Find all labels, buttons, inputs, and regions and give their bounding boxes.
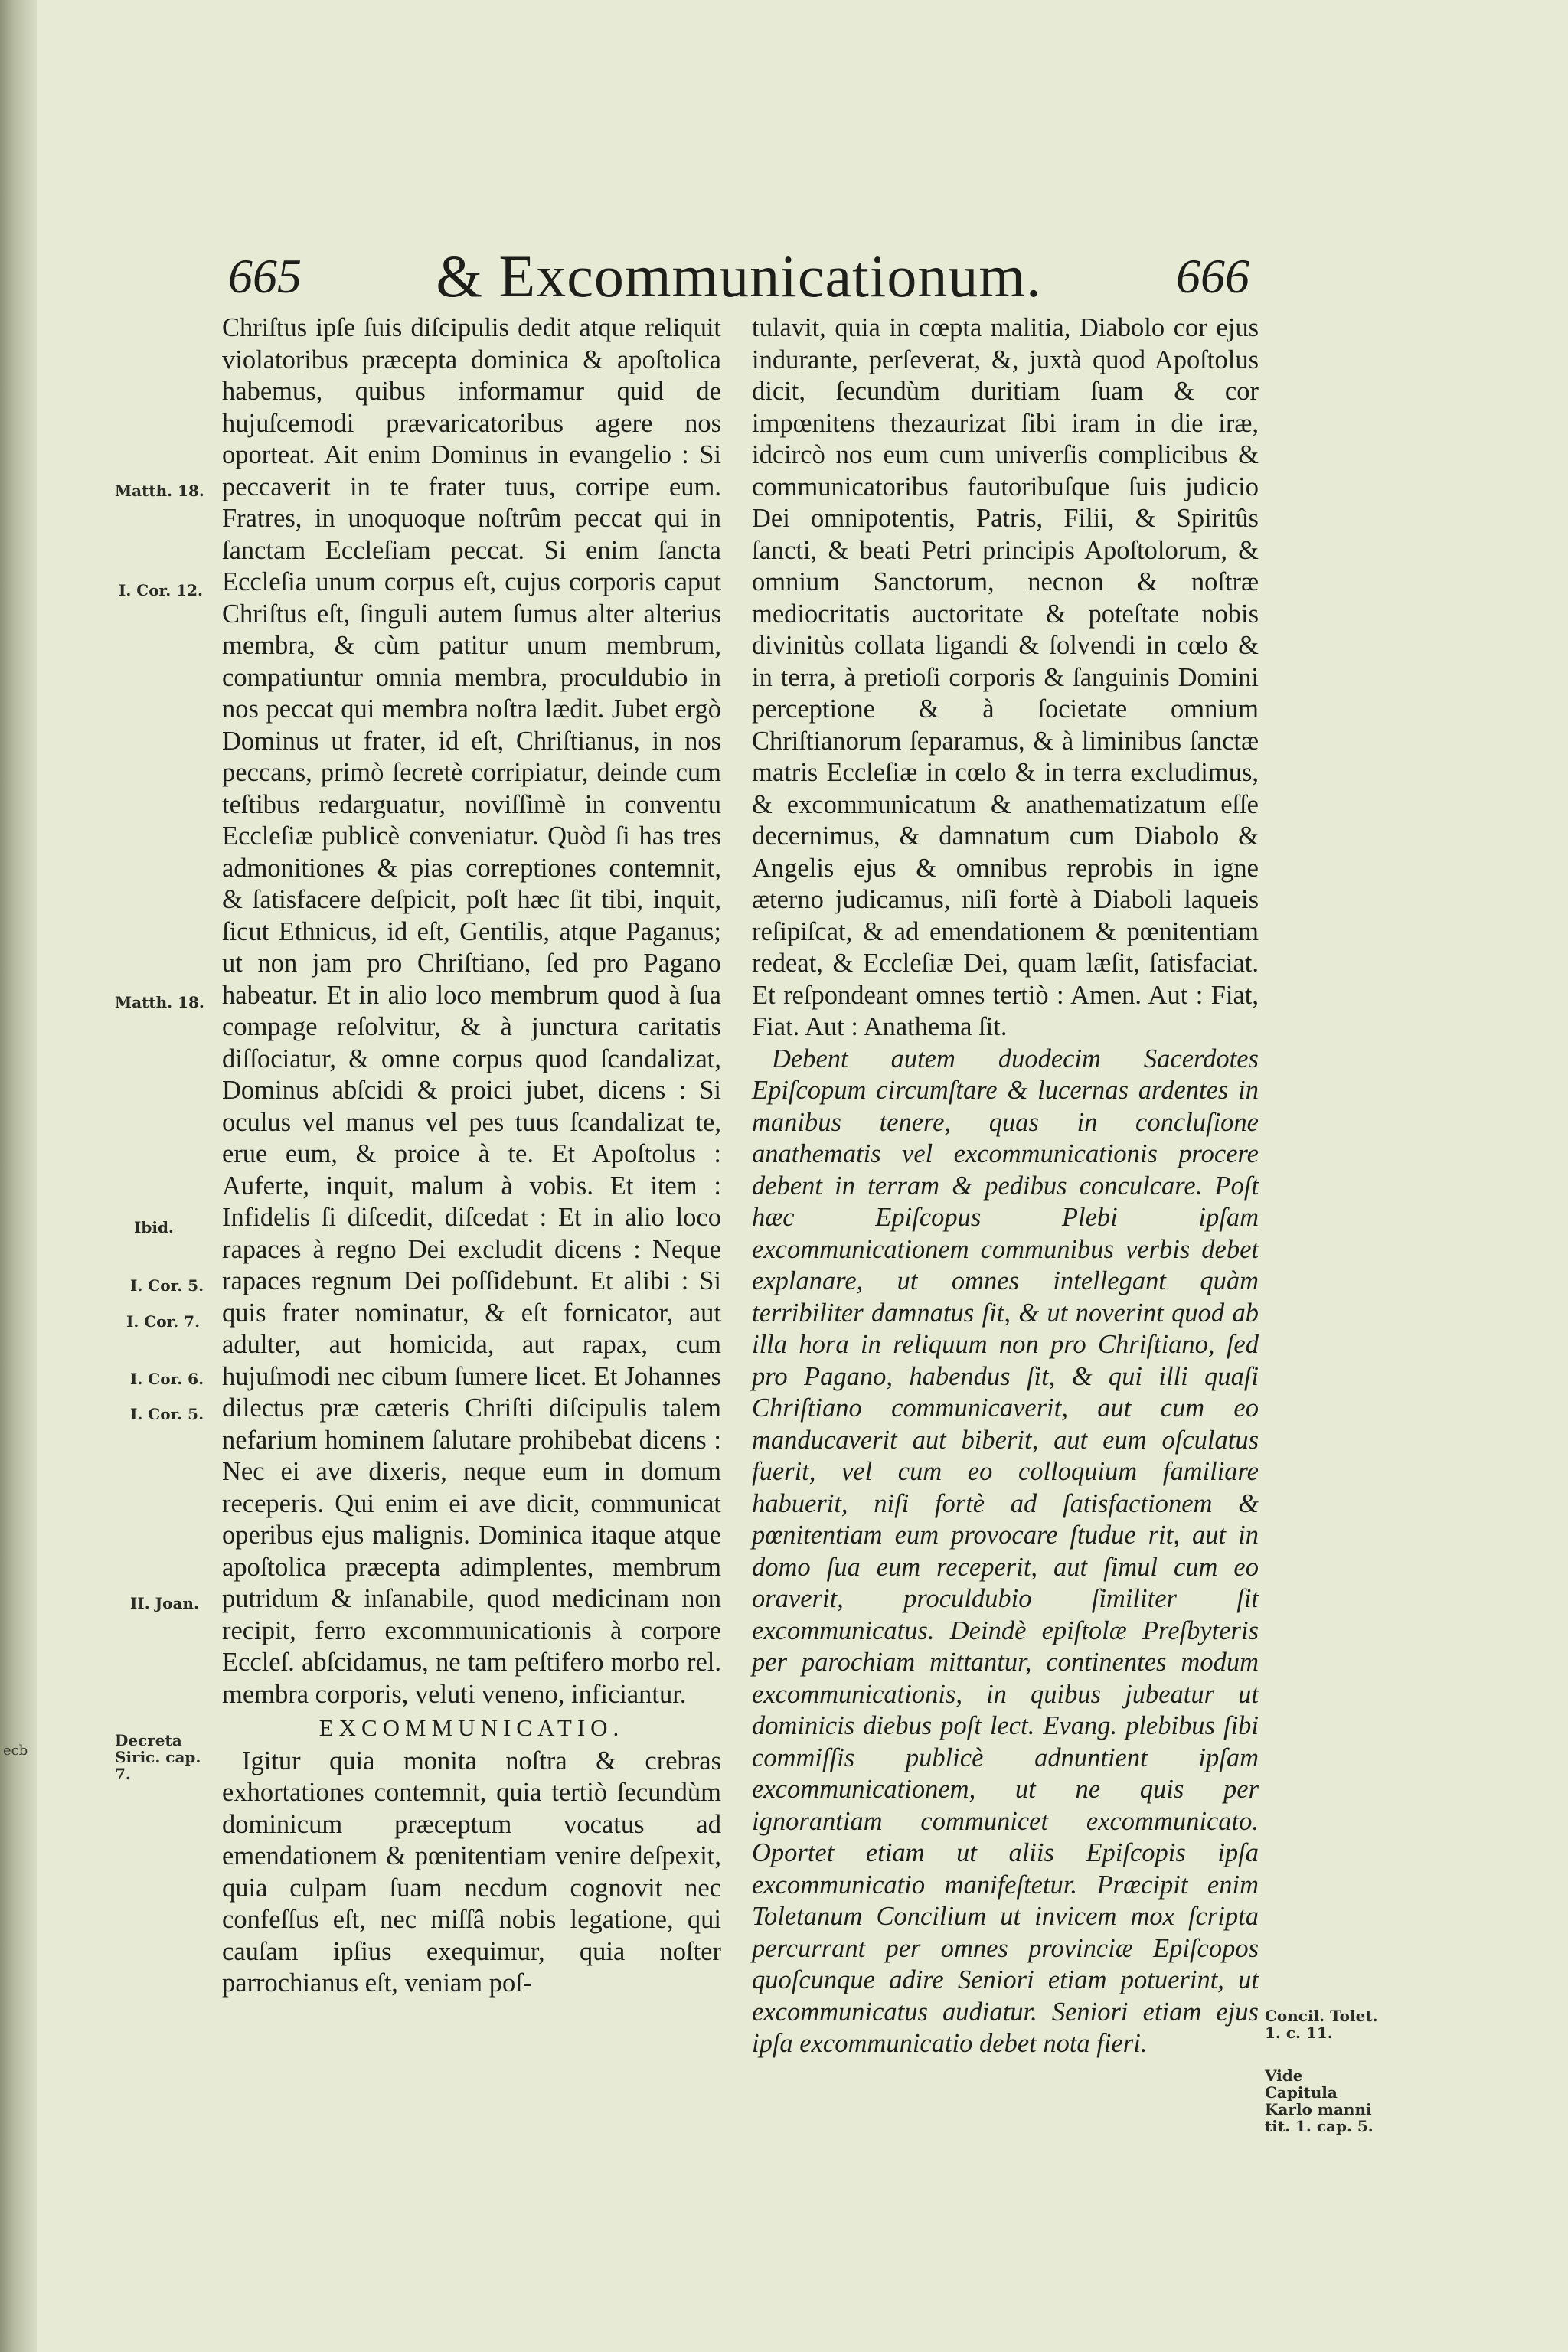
page-gutter-shadow xyxy=(0,0,37,2352)
margin-note: I. Cor. 6. xyxy=(130,1370,204,1388)
margin-note: Vide Capitula Karlo manni tit. 1. cap. 5. xyxy=(1265,2066,1374,2135)
page-number-left: 665 xyxy=(228,249,302,303)
margin-note: I. Cor. 12. xyxy=(119,581,203,599)
paragraph: Igitur quia monita noſtra & crebras exhortationes contemnit, quia tertiò ſecundùm dominicum præceptum vocatus ad emendationem & pœnitentiam venire deſpexit, quia culpam ſuam necdum cognovit nec confeſſus eſt, nec miſſâ nobis legatione, qui cauſam ipſius exequimur, quia noſter parrochianus eſt, veniam poſ- xyxy=(222,1746,721,1998)
margin-note: I. Cor. 5. xyxy=(130,1405,204,1423)
gutter-mark: ecb xyxy=(3,1743,28,1759)
margin-note: Ibid. xyxy=(134,1218,174,1236)
paragraph: Chriſtus ipſe ſuis diſcipulis dedit atque reliquit violatoribus præcepta dominica & apoſtolica habemus, quibus informamur quid de hujuſcemodi prævaricatoribus agere nos oporteat. Ait enim Dominus in evangelio : Si peccaverit in te frater tuus, corripe eum. Fratres, in unoquoque noſtrûm peccat qui in ſanctam Eccleſiam peccat. Si enim ſancta Eccleſia unum corpus eſt, cujus corporis caput Chriſtus eſt, ſinguli autem ſumus alter alterius membra, & cùm patitur unum membrum, compatiuntur omnia membra, proculdubio in nos peccat qui membra noſtra lædit. Jubet ergò Dominus ut frater, id eſt, Chriſtianus, in nos peccans, primò ſecretè corripiatur, deinde cum teſtibus redarguatur, noviſſimè in conventu Eccleſiæ publicè conveniatur. Quòd ſi has tres admonitiones & pias correptiones contemnit, & ſatisfacere deſpicit, poſt hæc ſit tibi, inquit, ſicut Ethnicus, id eſt, Gentilis, atque Paganus; ut non jam pro Chriſtiano, ſed pro Pagano habeatur. Et in alio loco membrum quod à ſua compage reſolvitur, & à junctura caritatis diſſociatur, & omne corpus quod ſcandalizat, Dominus abſcidi & proici jubet, dicens : Si oculus vel manus vel pes tuus ſcandalizat te, erue eum, & proice à te. Et Apoſtolus : Auferte, inquit, malum à vobis. Et item : Infidelis ſi diſcedit, diſcedat : Et in alio loco rapaces à regno Dei excludit dicens : Neque rapaces regnum Dei poſſidebunt. Et alibi : Si quis frater nominatur, & eſt fornicator, aut adulter, aut homicida, aut rapax, cum hujuſmodi nec cibum ſumere licet. Et Johannes dilectus præ cæteris Chriſti diſcipulis talem nefarium hominem ſalutare prohibebat dicens : Nec ei ave dixeris, neque eum in domum receperis. Qui enim ei ave dicit, communicat operibus ejus malignis. Dominica itaque atque apoſtolica præcepta adimplentes, membrum putridum & inſanabile, quod medicinam non recipit, ferro excommunicationis à corpore Eccleſ. abſcidamus, ne tam peſtifero morbo rel. membra corporis, veluti veneno, inficiantur. xyxy=(222,313,721,1709)
margin-note: Matth. 18. xyxy=(115,993,204,1011)
left-column xyxy=(222,312,721,2000)
running-title: & Excommunicationum. xyxy=(436,243,1042,309)
margin-note: I. Cor. 5. xyxy=(130,1276,204,1295)
margin-note: I. Cor. 7. xyxy=(126,1312,201,1331)
section-heading: EXCOMMUNICATIO. xyxy=(318,1714,625,1741)
page-number-right: 666 xyxy=(1176,249,1250,303)
margin-note: Concil. Tolet. 1. c. 11. xyxy=(1265,2007,1378,2042)
margin-note: II. Joan. xyxy=(130,1594,199,1612)
margin-note: Matth. 18. xyxy=(115,482,204,500)
running-header xyxy=(222,242,1256,311)
right-column xyxy=(752,312,1259,2060)
paragraph: tulavit, quia in cœpta malitia, Diabolo cor ejus indurante, perſeverat, &, juxtà quod Apoſtolus dicit, ſecundùm duritiam ſuam & cor impœnitens thezaurizat ſibi iram in die iræ, idcircò nos eum cum univerſis complicibus & communicatoribus fautoribuſque ſuis judicio Dei omnipotentis, Patris, Filii, & Spiritûs ſancti, & beati Petri principis Apoſtolorum, & omnium Sanctorum, necnon & noſtræ mediocritatis auctoritate & poteſtate nobis divinitùs collata ligandi & ſolvendi in cœlo & in terra, à pretioſi corporis & ſanguinis Domini perceptione & à ſocietate omnium Chriſtianorum ſeparamus, & à liminibus ſanctæ matris Eccleſiæ in cœlo & in terra excludimus, & excommunicatum & anathematizatum eſſe decernimus, & damnatum cum Diabolo & Angelis ejus & omnibus reprobis in igne æterno judicamus, niſi fortè à Diaboli laqueis reſipiſcat, & ad emendationem & pœnitentiam redeat, & Eccleſiæ Dei, quam læſit, ſatisfaciat. Et reſpondeant omnes tertiò : Amen. Aut : Fiat, Fiat. Aut : Anathema ſit. xyxy=(752,313,1259,1041)
rubric-paragraph: Debent autem duodecim Sacerdotes Epiſcopum circumſtare & lucernas ardentes in manibus tenere, quas in concluſione anathematis vel excommunicationis procere debent in terram & pedibus conculcare. Poſt hæc Epiſcopus Plebi ipſam excommunicationem communibus verbis debet explanare, ut omnes intellegant quàm terribiliter damnatus ſit, & ut noverint quod ab illa hora in reliquum non pro Chriſtiano, ſed pro Pagano, habendus ſit, & qui illi quaſi Chriſtiano communicaverit, aut cum eo manducaverit aut biberit, aut eum oſculatus fuerit, vel cum eo colloquium familiare habuerit, niſi fortè ad ſatisfactionem & pœnitentiam eum provocare ſtudue rit, aut in domo ſua eum receperit, aut ſimul cum eo oraverit, proculdubio ſimiliter ſit excommunicatus. Deindè epiſtolæ Preſbyteris per parochiam mittantur, continentes modum excommunicationis, in quibus jubeatur ut dominicis diebus poſt lect. Evang. plebibus ſibi commiſſis publicè adnuntient ipſam excommunicationem, ut ne quis per ignorantiam communicet excommunicato. Oportet etiam ut aliis Epiſcopis ipſa excommunicatio manifeſtetur. Præcipit enim Toletanum Concilium ut invicem mox ſcripta percurrant per omnes provinciæ Epiſcopos quoſcunque adire Seniori etiam potuerint, ut excommunicatus audiatur. Seniori etiam ejus ipſa excommunicatio debet nota fieri. xyxy=(752,1044,1259,2058)
margin-note: Decreta Siric. cap. 7. xyxy=(115,1731,201,1783)
